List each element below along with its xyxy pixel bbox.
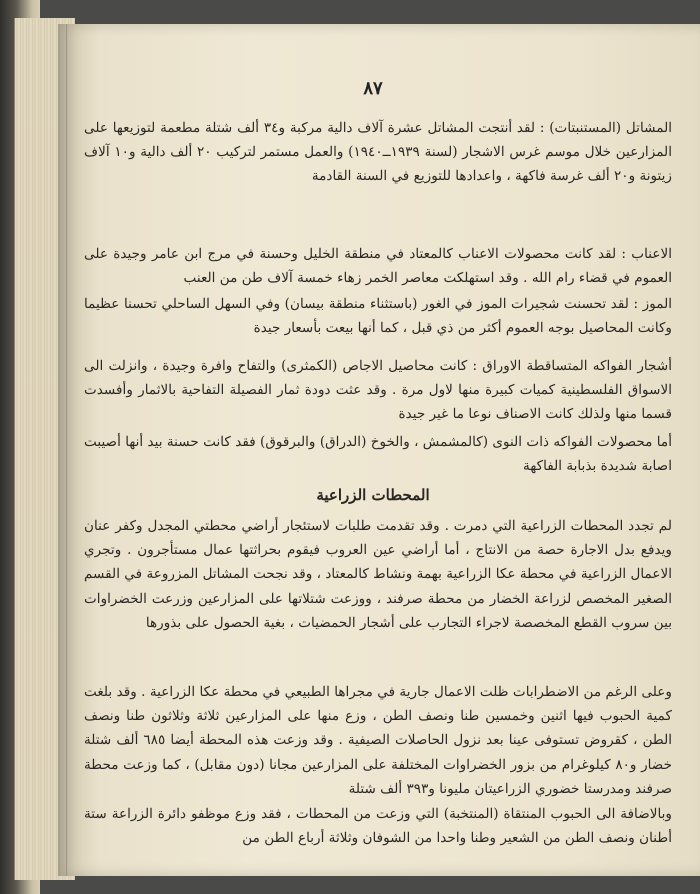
book-page	[58, 24, 700, 876]
gutter-line	[66, 24, 67, 876]
paragraph-stations: لم تجدد المحطات الزراعية التي دمرت . وقد تقدمت طلبات لاستئجار أراضي محطتي المجدل وكفر عنان ويدفع بدل الاجارة حصة من الانتاج ، أما أراضي عين العروب فيقوم بحراثتها عمال مستأجرون . وتجري الاعمال الزراعية في محطة عكا الزراعية بهمة ونشاط كالمعتاد ، وقد نجحت المشاتل المزروعة في القسم الصغير المخصص لزراعة الخضار من محطة صرفند ، ووزعت شتلاتها على المزارعين وزرعت الخضراوات بين سروب القطع المخصصة لاجراء التجارب على أشجار الحمضيات ، بغية الحصول على بذورها	[84, 518, 672, 631]
paragraph-stone-fruit: أما محصولات الفواكه ذات النوى (كالمشمش ، والخوخ (الدراق) والبرقوق) فقد كانت حسنة بيد أنها أصيبت اصابة شديدة بذبابة الفاكهة	[84, 434, 672, 475]
paragraph-bananas: الموز : لقد تحسنت شجيرات الموز في الغور (باستثناء منطقة بيسان) وفي السهل الساحلي تحسنا عظيما وكانت المحاصيل بوجه العموم أكثر من ذي قبل ، كما أنها بيعت بأسعار جيدة	[84, 296, 672, 337]
paragraph-selected-grain: وبالاضافة الى الحبوب المنتقاة (المنتخبة) التي وزعت من المحطات ، فقد وزع موظفو دائرة الزراعة ستة أطنان ونصف الطن من الشعير وطنا واحدا من الشوفان وثلاثة أرباع الطن من	[84, 806, 672, 847]
section-heading: المحطات الزراعية	[316, 486, 430, 504]
paragraph-grapes: الاعناب : لقد كانت محصولات الاعناب كالمعتاد في منطقة الخليل وحسنة في مرج ابن عامر وجيدة على العموم في قضاء رام الله . وقد استهلكت معاصر الخمر زهاء خمسة آلاف طن من العنب	[84, 246, 672, 287]
paragraph-acre-station: وعلى الرغم من الاضطرابات ظلت الاعمال جارية في مجراها الطبيعي في محطة عكا الزراعية . وقد بلغت كمية الحبوب فيها اثنين وخمسين طنا ونصف الطن ، وزع منها على المزارعين ثلاثة وثلاثون طنا ونصف الطن ، كقروض تستوفى عينا بعد نزول الحاصلات الصيفية . وقد وزعت هذه المحطة أيضا ٦٨٥ ألف شتلة خضار و٨٠ كيلوغرام من بزور الخضراوات المختلفة على المزارعين مجانا (دون مقابل) ، كما وزعت محطة صرفند ومدرستا خضوري الزراعيتان مليونا و٣٩٣ ألف شتلة	[84, 684, 672, 797]
paragraph-nurseries: المشاتل (المستنبتات) : لقد أنتجت المشاتل عشرة آلاف دالية مركبة و٣٤ ألف شتلة مطعمة لتوزيعها على المزارعين خلال موسم غرس الاشجار (لسنة ١٩٣٩ــ١٩٤٠) والعمل مستمر لتركيب ٢٠ ألف دالية و١٠ آلاف زيتونة و٢٠ ألف غرسة فاكهة ، واعدادها للتوزيع في السنة القادمة	[84, 120, 672, 185]
paragraph-deciduous-fruit: أشجار الفواكه المتساقطة الاوراق : كانت محاصيل الاجاص (الكمثرى) والتفاح وافرة وجيدة ، وانزلت الى الاسواق الفلسطينية كميات كبيرة منها لاول مرة . وقد عثت دودة ثمار الفصيلة التفاحية بالاثمار وأفسدت قسما منها ولذلك كانت الاصناف نوعا ما غير جيدة	[84, 358, 672, 423]
text-block	[74, 24, 672, 876]
page-number: ٨٧	[363, 78, 383, 99]
